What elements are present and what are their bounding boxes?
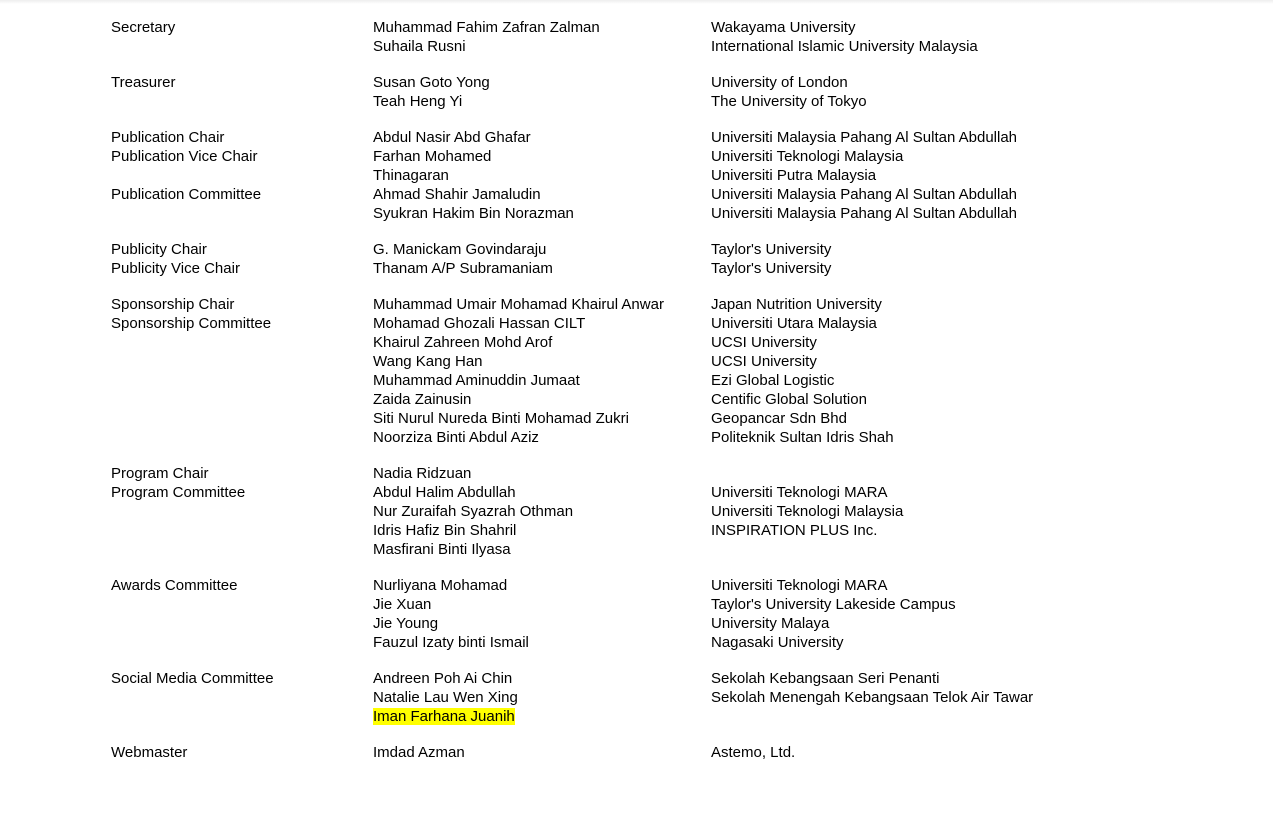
role-label <box>111 204 373 223</box>
role-label: Publicity Vice Chair <box>111 260 240 277</box>
member-name-text: Muhammad Fahim Zafran Zalman <box>373 19 600 36</box>
member-name <box>373 333 711 352</box>
committee-row <box>111 669 1273 688</box>
role-label <box>111 37 373 56</box>
committee-row <box>111 521 1273 540</box>
member-affiliation: Universiti Malaysia Pahang Al Sultan Abdullah <box>711 129 1018 146</box>
committee-section <box>111 73 1273 111</box>
member-affiliation: Taylor's University <box>711 241 832 258</box>
role-label <box>111 428 373 447</box>
member-name <box>373 464 711 483</box>
committee-row <box>111 409 1273 428</box>
role-label: Publication Vice Chair <box>111 148 258 165</box>
member-name <box>373 73 711 92</box>
member-name-text: Muhammad Umair Mohamad Khairul Anwar <box>373 296 664 313</box>
role-label: Awards Committee <box>111 577 238 594</box>
member-name-text: Siti Nurul Nureda Binti Mohamad Zukri <box>373 410 629 427</box>
committee-row <box>111 688 1273 707</box>
member-name-text: G. Manickam Govindaraju <box>373 241 547 258</box>
committee-row <box>111 18 1273 37</box>
member-name-text: Noorziza Binti Abdul Aziz <box>373 429 539 446</box>
role-label: Program Committee <box>111 484 246 501</box>
member-name-text: Zaida Zainusin <box>373 391 472 408</box>
role-label: Publication Committee <box>111 186 262 203</box>
member-affiliation <box>711 464 1273 483</box>
member-name-text: Syukran Hakim Bin Norazman <box>373 205 574 222</box>
member-name-text: Imdad Azman <box>373 744 465 761</box>
committee-section <box>111 128 1273 223</box>
role-label <box>111 371 373 390</box>
member-affiliation: UCSI University <box>711 353 817 370</box>
member-name-text: Mohamad Ghozali Hassan CILT <box>373 315 586 332</box>
member-name-text: Natalie Lau Wen Xing <box>373 689 518 706</box>
member-name <box>373 743 711 762</box>
member-name-text: Farhan Mohamed <box>373 148 492 165</box>
member-name <box>373 688 711 707</box>
member-affiliation: UCSI University <box>711 334 817 351</box>
member-affiliation <box>711 540 1273 559</box>
member-name <box>373 259 711 278</box>
member-name <box>373 92 711 111</box>
member-name <box>373 185 711 204</box>
member-affiliation <box>711 707 1273 726</box>
page-top-edge <box>0 0 1273 4</box>
committee-row <box>111 295 1273 314</box>
member-name-text: Khairul Zahreen Mohd Arof <box>373 334 553 351</box>
member-name <box>373 166 711 185</box>
member-affiliation: Universiti Putra Malaysia <box>711 167 877 184</box>
role-label <box>111 688 373 707</box>
committee-section <box>111 464 1273 559</box>
member-affiliation: Ezi Global Logistic <box>711 372 835 389</box>
member-name <box>373 669 711 688</box>
role-label <box>111 92 373 111</box>
committee-row <box>111 483 1273 502</box>
member-name <box>373 147 711 166</box>
member-name <box>373 633 711 652</box>
member-name-text: Thinagaran <box>373 167 449 184</box>
role-label <box>111 333 373 352</box>
member-name-text: Wang Kang Han <box>373 353 483 370</box>
member-name-text: Andreen Poh Ai Chin <box>373 670 513 687</box>
member-name <box>373 390 711 409</box>
member-affiliation: The University of Tokyo <box>711 93 867 110</box>
role-label: Program Chair <box>111 465 209 482</box>
role-label: Webmaster <box>111 744 188 761</box>
member-name <box>373 428 711 447</box>
committee-row <box>111 595 1273 614</box>
member-name <box>373 521 711 540</box>
member-name <box>373 595 711 614</box>
member-name-text: Suhaila Rusni <box>373 38 466 55</box>
member-affiliation: Nagasaki University <box>711 634 844 651</box>
member-name-text: Abdul Halim Abdullah <box>373 484 516 501</box>
member-affiliation: Universiti Malaysia Pahang Al Sultan Abdullah <box>711 205 1018 222</box>
member-name-text: Fauzul Izaty binti Ismail <box>373 634 529 651</box>
committee-row <box>111 333 1273 352</box>
committee-row <box>111 73 1273 92</box>
role-label: Social Media Committee <box>111 670 274 687</box>
committee-section <box>111 669 1273 726</box>
role-label <box>111 614 373 633</box>
member-affiliation: University of London <box>711 74 848 91</box>
member-affiliation: Universiti Teknologi MARA <box>711 577 888 594</box>
member-name-text: Jie Xuan <box>373 596 432 613</box>
committee-row <box>111 240 1273 259</box>
role-label <box>111 502 373 521</box>
committee-row <box>111 37 1273 56</box>
committee-row <box>111 540 1273 559</box>
committee-section <box>111 576 1273 652</box>
committee-row <box>111 464 1273 483</box>
member-affiliation: Universiti Teknologi MARA <box>711 484 888 501</box>
committee-row <box>111 614 1273 633</box>
member-name-text: Muhammad Aminuddin Jumaat <box>373 372 580 389</box>
committee-section <box>111 240 1273 278</box>
role-label <box>111 633 373 652</box>
member-affiliation: Sekolah Menengah Kebangsaan Telok Air Tawar <box>711 689 1034 706</box>
role-label <box>111 521 373 540</box>
committee-row <box>111 147 1273 166</box>
member-name <box>373 37 711 56</box>
committee-row <box>111 352 1273 371</box>
member-name <box>373 707 711 726</box>
committee-row <box>111 92 1273 111</box>
committee-row <box>111 428 1273 447</box>
member-name <box>373 540 711 559</box>
committee-row <box>111 390 1273 409</box>
role-label: Secretary <box>111 19 176 36</box>
member-name <box>373 240 711 259</box>
role-label <box>111 707 373 726</box>
member-name-text: Ahmad Shahir Jamaludin <box>373 186 541 203</box>
member-name <box>373 576 711 595</box>
member-affiliation: Astemo, Ltd. <box>711 744 796 761</box>
committee-row <box>111 314 1273 333</box>
member-affiliation: Centific Global Solution <box>711 391 867 408</box>
committee-list <box>111 18 1273 779</box>
committee-row <box>111 204 1273 223</box>
member-name-text: Jie Young <box>373 615 439 632</box>
committee-section <box>111 18 1273 56</box>
role-label: Publication Chair <box>111 129 225 146</box>
role-label: Treasurer <box>111 74 176 91</box>
member-affiliation: Geopancar Sdn Bhd <box>711 410 847 427</box>
member-affiliation: Universiti Teknologi Malaysia <box>711 148 904 165</box>
committee-row <box>111 371 1273 390</box>
member-affiliation: Universiti Teknologi Malaysia <box>711 503 904 520</box>
member-name <box>373 502 711 521</box>
role-label: Publicity Chair <box>111 241 207 258</box>
highlighted-member-name: Iman Farhana Juanih <box>373 708 515 725</box>
member-name-text: Nadia Ridzuan <box>373 465 472 482</box>
role-label <box>111 595 373 614</box>
member-name-text: Masfirani Binti Ilyasa <box>373 541 511 558</box>
member-name <box>373 352 711 371</box>
committee-row <box>111 128 1273 147</box>
member-affiliation: Politeknik Sultan Idris Shah <box>711 429 894 446</box>
member-affiliation: Universiti Utara Malaysia <box>711 315 877 332</box>
member-name <box>373 18 711 37</box>
committee-row <box>111 707 1273 726</box>
role-label <box>111 390 373 409</box>
member-affiliation: Taylor's University Lakeside Campus <box>711 596 956 613</box>
committee-row <box>111 166 1273 185</box>
committee-row <box>111 743 1273 762</box>
member-name <box>373 371 711 390</box>
committee-row <box>111 259 1273 278</box>
member-name <box>373 314 711 333</box>
committee-row <box>111 576 1273 595</box>
member-affiliation: University Malaya <box>711 615 830 632</box>
role-label <box>111 540 373 559</box>
member-affiliation: Taylor's University <box>711 260 832 277</box>
role-label <box>111 166 373 185</box>
member-name <box>373 483 711 502</box>
member-name <box>373 614 711 633</box>
member-name-text: Abdul Nasir Abd Ghafar <box>373 129 531 146</box>
committee-row <box>111 185 1273 204</box>
member-name <box>373 409 711 428</box>
role-label: Sponsorship Chair <box>111 296 235 313</box>
member-name-text: Thanam A/P Subramaniam <box>373 260 553 277</box>
member-affiliation: International Islamic University Malaysia <box>711 38 978 55</box>
member-affiliation: Sekolah Kebangsaan Seri Penanti <box>711 670 940 687</box>
role-label <box>111 409 373 428</box>
member-affiliation: Universiti Malaysia Pahang Al Sultan Abdullah <box>711 186 1018 203</box>
role-label <box>111 352 373 371</box>
committee-row <box>111 502 1273 521</box>
committee-row <box>111 633 1273 652</box>
member-name <box>373 295 711 314</box>
member-affiliation: Wakayama University <box>711 19 856 36</box>
member-name-text: Teah Heng Yi <box>373 93 463 110</box>
member-name-text: Susan Goto Yong <box>373 74 490 91</box>
member-name <box>373 128 711 147</box>
member-affiliation: Japan Nutrition University <box>711 296 882 313</box>
member-name-text: Nur Zuraifah Syazrah Othman <box>373 503 574 520</box>
committee-section <box>111 295 1273 447</box>
member-name-text: Nurliyana Mohamad <box>373 577 508 594</box>
member-name-text: Idris Hafiz Bin Shahril <box>373 522 517 539</box>
role-label: Sponsorship Committee <box>111 315 272 332</box>
member-affiliation: INSPIRATION PLUS Inc. <box>711 522 878 539</box>
committee-section <box>111 743 1273 762</box>
member-name <box>373 204 711 223</box>
